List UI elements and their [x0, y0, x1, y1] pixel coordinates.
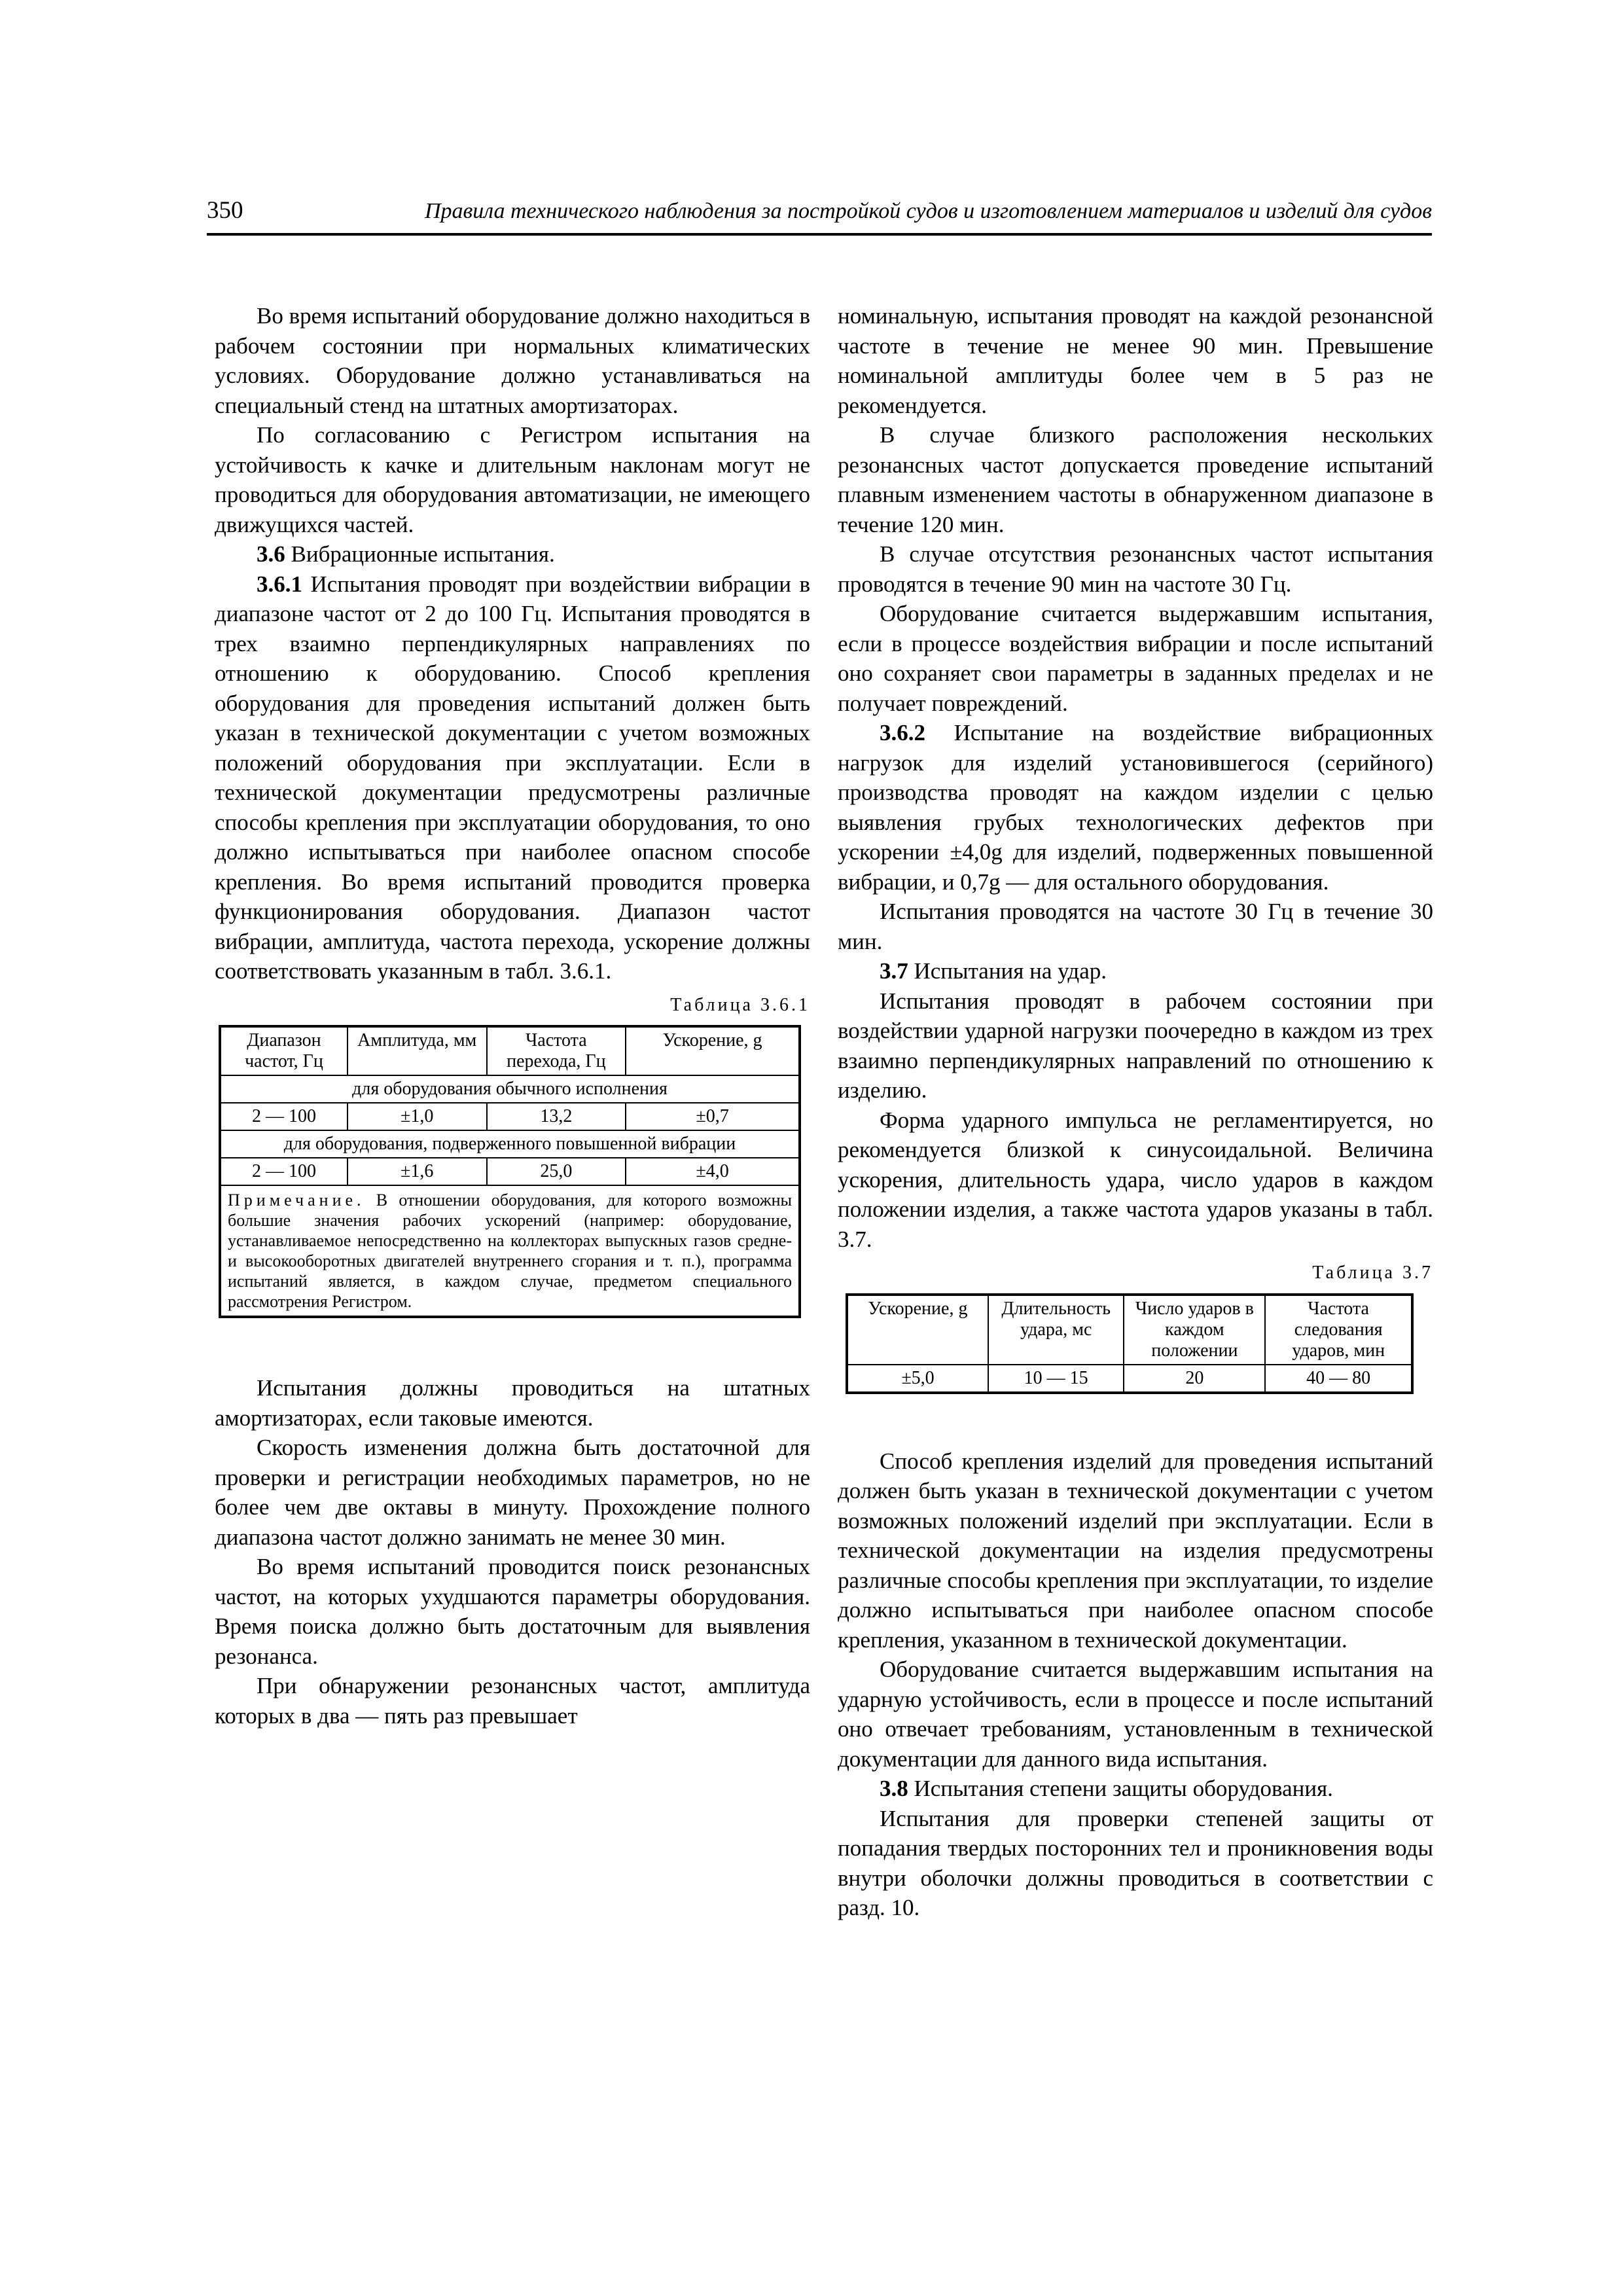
note-lead: Примечание. — [228, 1191, 365, 1210]
table-note-row — [220, 1185, 800, 1317]
table-group-row — [220, 1075, 800, 1103]
table-caption: Таблица 3.6.1 — [670, 994, 810, 1015]
table-note — [220, 1185, 800, 1317]
table-row — [847, 1365, 1412, 1393]
paragraph: Во время испытаний проводится поиск резонансных частот, на которых ухудшаются параметры оборудования. Время поиска должно быть достаточным для выявления резонанса. — [215, 1554, 810, 1669]
running-title: Правила технического наблюдения за постройкой судов и изготовлением материалов и изделий для судов — [424, 199, 1432, 223]
header-cell: Длительность удара, мс — [988, 1295, 1124, 1365]
header-cell: Диапазон частот, Гц — [220, 1026, 348, 1075]
header-cell: Амплитуда, мм — [348, 1026, 487, 1075]
paragraph: Испытания для проверки степеней защиты от попадания твердых посторонних тел и проникновения воды внутри оболочки должны проводиться в соответствии с разд. 10. — [838, 1805, 1433, 1920]
page-number: 350 — [207, 197, 243, 224]
section-number: 3.7 — [880, 958, 908, 984]
section-number: 3.6.1 — [257, 571, 302, 597]
table-cell: ±1,6 — [348, 1158, 487, 1185]
section-3-7-heading — [838, 956, 1433, 986]
table-row — [220, 1103, 800, 1130]
table-cell: 2 — 100 — [220, 1103, 348, 1130]
table-cell: 13,2 — [487, 1103, 626, 1130]
group-cell: для оборудования обычного исполнения — [220, 1075, 800, 1103]
header-rule — [207, 233, 1432, 236]
section-number: 3.6 — [257, 541, 285, 567]
table-cell: ±1,0 — [348, 1103, 487, 1130]
table-group-row — [220, 1130, 800, 1158]
section-text: Испытания проводят при воздействии вибрации в диапазоне частот от 2 до 100 Гц. Испытания проводятся в трех взаимно перпендикулярных направлениях по отношению к оборудованию. Способ крепления оборудования для проведения испытаний должен быть указан в технической документации с учетом возможных положений оборудования при эксплуатации. Если в технической документации предусмотрены различные способы крепления при эксплуатации оборудования, то оно должно испытываться при наиболее опасном способе крепления. Во время испытаний проводится проверка функционирования оборудования. Диапазон частот вибрации, амплитуда, частота перехода, ускорение должны соответствовать указанным в табл. 3.6.1. — [215, 571, 811, 984]
left-column — [215, 301, 810, 1731]
table-cell: 20 — [1124, 1365, 1265, 1393]
paragraph: Форма ударного импульса не регламентируется, но рекомендуется близкой к синусоидальной. Величина ускорения, длительность удара, число ударов в каждом положении изделия, а также частота ударов указаны в табл. 3.7. — [838, 1107, 1433, 1252]
section-number: 3.8 — [880, 1776, 908, 1801]
table-cell: ±5,0 — [847, 1365, 988, 1393]
header-cell: Частота перехода, Гц — [487, 1026, 626, 1075]
page-header — [207, 196, 1432, 236]
table-row — [220, 1158, 800, 1185]
table-cell: 40 — 80 — [1265, 1365, 1412, 1393]
section-3-6-2-paragraph — [838, 718, 1433, 897]
paragraph: При обнаружении резонансных частот, амплитуда которых в два — пять раз превышает — [215, 1673, 810, 1729]
table-cell: 25,0 — [487, 1158, 626, 1185]
section-3-6-heading — [215, 539, 810, 569]
paragraph: В случае близкого расположения нескольких резонансных частот допускается проведение испытаний плавным изменением частоты в обнаруженном диапазоне в течение 120 мин. — [838, 422, 1433, 537]
section-title: Испытания степени защиты оборудования. — [914, 1776, 1333, 1801]
section-title: Вибрационные испытания. — [291, 541, 555, 567]
paragraph: Во время испытаний оборудование должно находиться в рабочем состоянии при нормальных климатических условиях. Оборудование должно устанавливаться на специальный стенд на штатных амортизаторах. — [215, 303, 810, 418]
paragraph: Оборудование считается выдержавшим испытания, если в процессе воздействия вибрации и после испытаний оно сохраняет свои параметры в заданных пределах и не получает повреждений. — [838, 601, 1433, 716]
section-3-6-1-paragraph — [215, 569, 810, 986]
table-cell: 10 — 15 — [988, 1365, 1124, 1393]
paragraph: Испытания проводятся на частоте 30 Гц в течение 30 мин. — [838, 899, 1433, 954]
header-cell: Ускорение, g — [847, 1295, 988, 1365]
table-cell: ±4,0 — [626, 1158, 800, 1185]
paragraph: По согласованию с Регистром испытания на устойчивость к качке и длительным наклонам могут не проводиться для оборудования автоматизации, не имеющего движущихся частей. — [215, 422, 810, 537]
table-cell: ±0,7 — [626, 1103, 800, 1130]
shock-table — [846, 1293, 1414, 1394]
section-3-8-heading — [838, 1774, 1433, 1804]
table-cell: 2 — 100 — [220, 1158, 348, 1185]
group-cell: для оборудования, подверженного повышенной вибрации — [220, 1130, 800, 1158]
table-caption: Таблица 3.7 — [1312, 1263, 1433, 1283]
paragraph: В случае отсутствия резонансных частот испытания проводятся в течение 90 мин на частоте 30 Гц. — [838, 541, 1433, 597]
right-column — [838, 301, 1433, 1923]
header-cell: Частота следования ударов, мин — [1265, 1295, 1412, 1365]
paragraph: номинальную, испытания проводят на каждой резонансной частоте в течение не менее 90 мин. Превышение номинальной амплитуды более чем в 5 раз не рекомендуется. — [838, 303, 1433, 418]
paragraph: Способ крепления изделий для проведения испытаний должен быть указан в технической документации с учетом возможных положений изделий при эксплуатации. Если в технической документации на изделия предусмотрены различные способы крепления при эксплуатации, то изделие должно испытываться при наиболее опасном способе крепления, указанном в технической документации. — [838, 1448, 1433, 1653]
section-text: Испытание на воздействие вибрационных нагрузок для изделий установившегося (серийного) производства проводят на каждом изделии с целью выявления грубых технологических дефектов при ускорении ±4,0g для изделий, подверженных повышенной вибрации, и 0,7g — для остального оборудования. — [838, 720, 1433, 895]
paragraph: Испытания должны проводиться на штатных амортизаторах, если таковые имеются. — [215, 1375, 810, 1431]
note-text: В отношении оборудования, для которого возможны большие значения рабочих ускорений (например: оборудование, устанавливаемое непосредственно на коллекторах выпускных газов средне- и высокооборотных двигателей внутреннего сгорания и т. п.), программа испытаний является, в каждом случае, предметом специального рассмотрения Регистром. — [228, 1191, 793, 1311]
table-header-row — [220, 1026, 800, 1075]
paragraph: Скорость изменения должна быть достаточной для проверки и регистрации необходимых параметров, но не более чем две октавы в минуту. Прохождение полного диапазона частот должно занимать не менее 30 мин. — [215, 1435, 810, 1550]
header-cell: Ускорение, g — [626, 1026, 800, 1075]
section-title: Испытания на удар. — [914, 958, 1107, 984]
table-header-row — [847, 1295, 1412, 1365]
section-number: 3.6.2 — [880, 720, 925, 745]
vibration-table — [219, 1025, 801, 1318]
paragraph: Оборудование считается выдержавшим испытания на ударную устойчивость, если в процессе и после испытаний оно отвечает требованиям, установленным в технической документации для данного вида испытания. — [838, 1657, 1433, 1772]
paragraph: Испытания проводят в рабочем состоянии при воздействии ударной нагрузки поочередно в каждом из трех взаимно перпендикулярных направлений по отношению к изделию. — [838, 988, 1433, 1103]
header-cell: Число ударов в каждом положении — [1124, 1295, 1265, 1365]
